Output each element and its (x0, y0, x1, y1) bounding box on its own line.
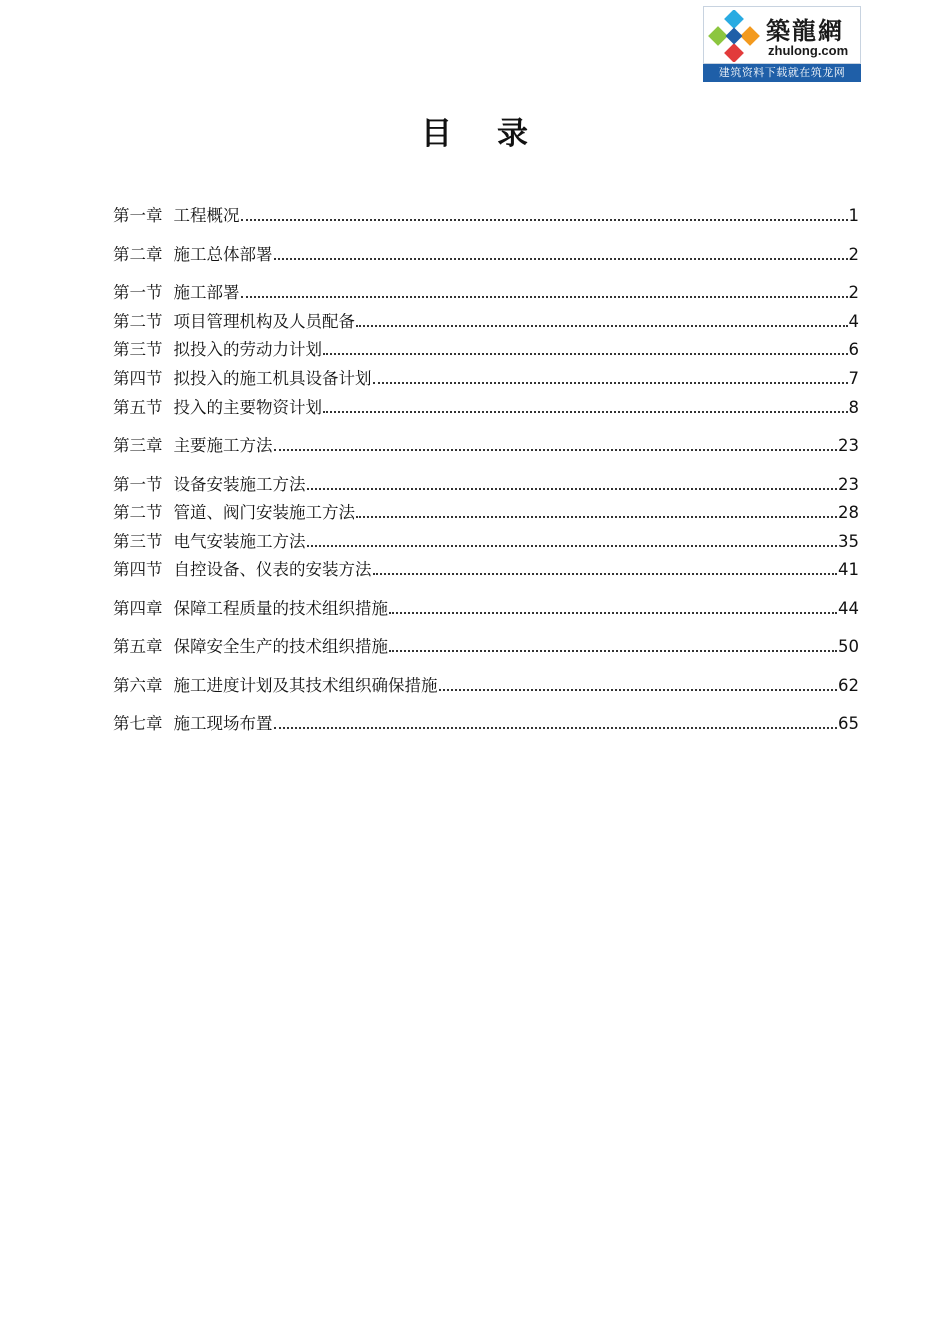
toc-entry[interactable] (113, 282, 859, 304)
toc-entry[interactable] (113, 598, 859, 620)
toc-page-number: 2 (848, 245, 859, 264)
logo-slogan: 建筑资料下载就在筑龙网 (703, 64, 861, 82)
toc-leader-dots (274, 258, 848, 260)
toc-entry[interactable] (113, 244, 859, 266)
toc-entry-label: 第二节 项目管理机构及人员配备 (113, 312, 355, 331)
toc-entry[interactable] (113, 435, 859, 457)
toc-entry-label: 第二节 管道、阀门安装施工方法 (113, 503, 355, 522)
toc-entry[interactable] (113, 397, 859, 419)
toc-leader-dots (323, 353, 848, 355)
toc-leader-dots (323, 411, 848, 413)
toc-entry-label: 第五节 投入的主要物资计划 (113, 398, 322, 417)
toc-leader-dots (389, 612, 837, 614)
toc-entry-label: 第四节 拟投入的施工机具设备计划 (113, 369, 372, 388)
zhulong-logo (703, 6, 861, 82)
toc-entry-label: 第三节 拟投入的劳动力计划 (113, 340, 322, 359)
toc-entry[interactable] (113, 636, 859, 658)
toc-page-number: 41 (838, 560, 859, 579)
logo-top-panel (703, 6, 861, 64)
toc-page-number: 65 (838, 714, 859, 733)
toc-entry-label: 第四节 自控设备、仪表的安装方法 (113, 560, 372, 579)
zhulong-emblem-icon (708, 10, 760, 62)
toc-entry-label: 第三章 主要施工方法 (113, 436, 273, 455)
toc-page-number: 28 (838, 503, 859, 522)
toc-leader-dots (439, 689, 838, 691)
toc-leader-dots (307, 545, 838, 547)
toc-entry-label: 第六章 施工进度计划及其技术组织确保措施 (113, 676, 438, 695)
toc-page-number: 7 (848, 369, 859, 388)
toc-page-number: 35 (838, 532, 859, 551)
toc-entry-label: 第一节 施工部署 (113, 283, 240, 302)
toc-leader-dots (274, 727, 838, 729)
toc-page-number: 1 (848, 206, 859, 225)
toc-leader-dots (241, 296, 848, 298)
toc-page-number: 8 (848, 398, 859, 417)
toc-entry[interactable] (113, 559, 859, 581)
toc-entry[interactable] (113, 713, 859, 735)
toc-entry-label: 第二章 施工总体部署 (113, 245, 273, 264)
toc-page-number: 6 (848, 340, 859, 359)
toc-entry-label: 第三节 电气安装施工方法 (113, 532, 306, 551)
toc-page-number: 23 (838, 475, 859, 494)
toc-page-number: 2 (848, 283, 859, 302)
title-char-2: 录 (497, 116, 529, 152)
toc-entry-label: 第五章 保障安全生产的技术组织措施 (113, 637, 388, 656)
toc-entry[interactable] (113, 474, 859, 496)
toc-leader-dots (389, 650, 837, 652)
toc-entry-label: 第四章 保障工程质量的技术组织措施 (113, 599, 388, 618)
toc-leader-dots (373, 382, 848, 384)
toc-leader-dots (274, 449, 838, 451)
logo-domain: zhulong.com (768, 43, 849, 58)
toc-entry[interactable] (113, 339, 859, 361)
toc-entry[interactable] (113, 205, 859, 227)
toc-entry-label: 第一节 设备安装施工方法 (113, 475, 306, 494)
toc-page-number: 50 (838, 637, 859, 656)
toc-leader-dots (373, 573, 838, 575)
toc-leader-dots (356, 325, 848, 327)
toc-page-number: 4 (848, 312, 859, 331)
toc-entry-label: 第一章 工程概况 (113, 206, 240, 225)
toc-entry[interactable] (113, 502, 859, 524)
logo-name-cn: 築龍網 (766, 16, 844, 45)
toc-page-number: 62 (838, 676, 859, 695)
toc-entry[interactable] (113, 368, 859, 390)
toc-leader-dots (307, 488, 838, 490)
toc-page-number: 23 (838, 436, 859, 455)
toc-entry[interactable] (113, 311, 859, 333)
toc-leader-dots (241, 219, 848, 221)
page-title (0, 108, 950, 153)
toc-page-number: 44 (838, 599, 859, 618)
toc-entry-label: 第七章 施工现场布置 (113, 714, 273, 733)
toc-entry[interactable] (113, 675, 859, 697)
toc-entry[interactable] (113, 531, 859, 553)
title-char-1: 目 (421, 116, 453, 152)
toc-leader-dots (356, 516, 837, 518)
